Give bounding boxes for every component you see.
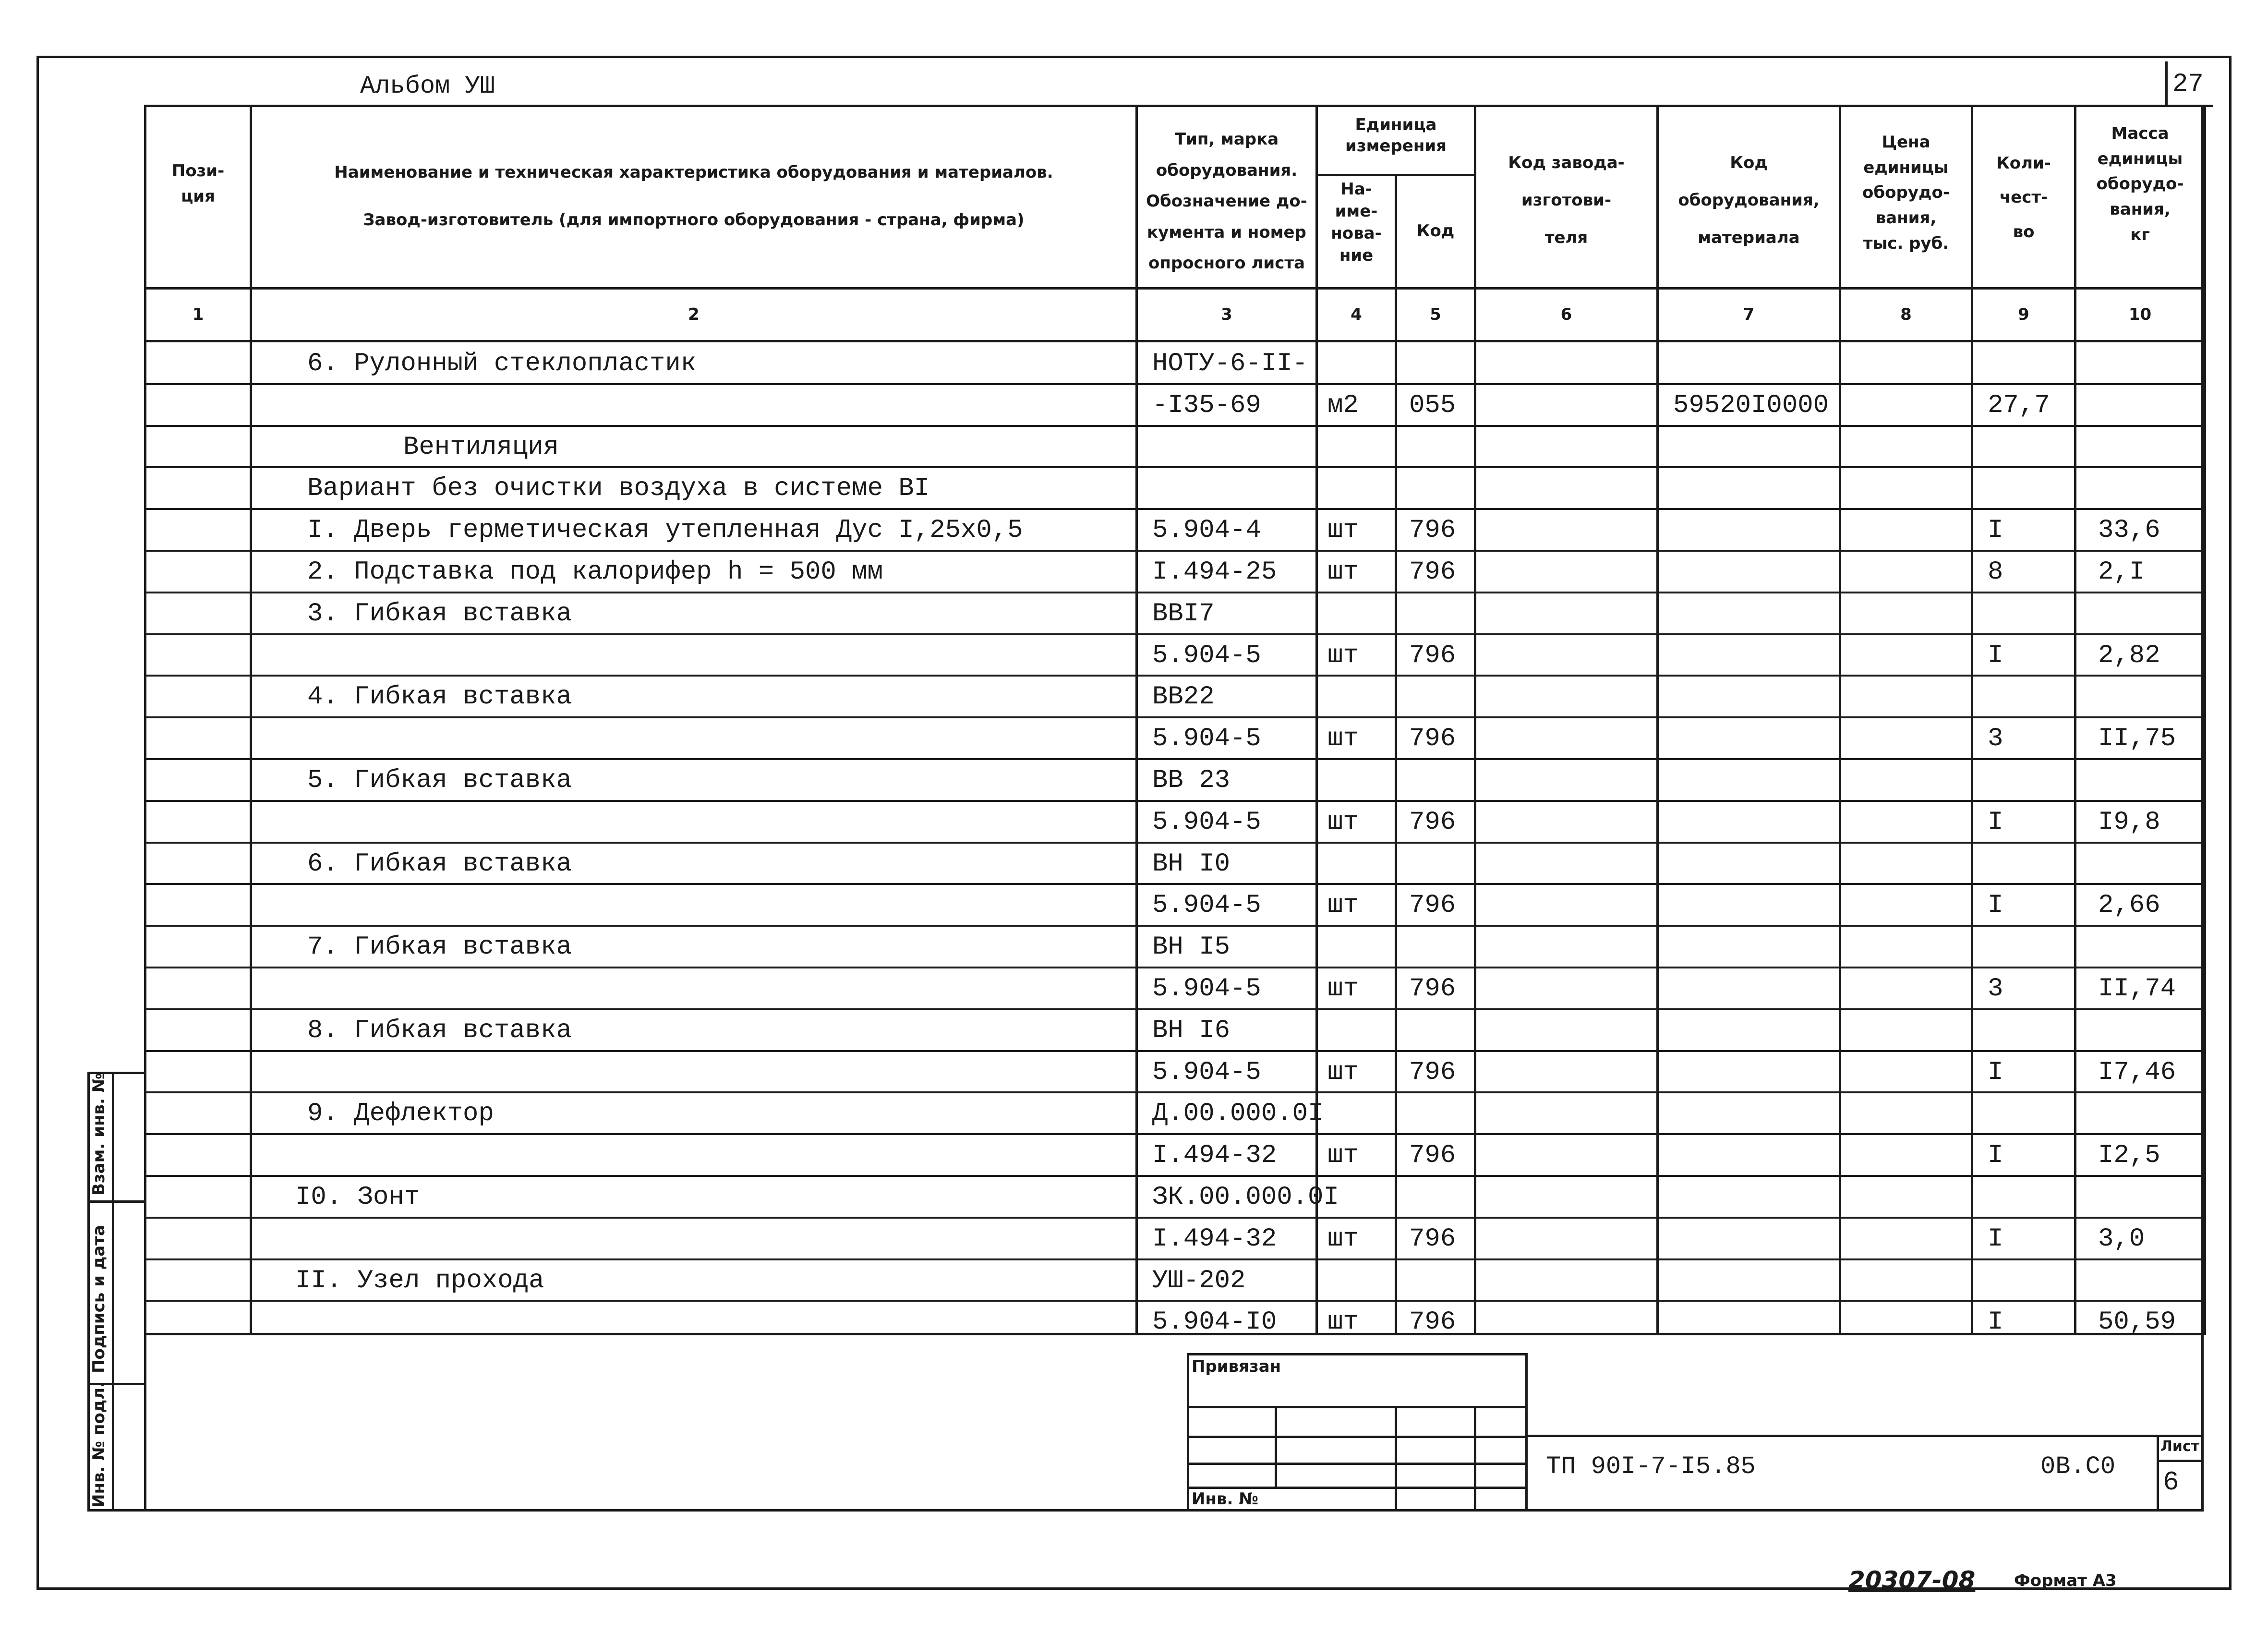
row-separator	[144, 1091, 2204, 1093]
colnum-2: 2	[688, 305, 700, 324]
row-quantity: I	[1988, 1307, 2003, 1337]
header-type: Тип, марка оборудования. Обозначение до- кумента и номер опросного листа	[1146, 130, 1307, 273]
row-mass: I7,46	[2098, 1057, 2176, 1087]
row-mass: 50,59	[2098, 1307, 2176, 1337]
row-quantity: I	[1988, 516, 2003, 545]
row-separator	[144, 592, 2204, 593]
row-type: I.494-25	[1152, 557, 1277, 587]
row-quantity: I	[1988, 807, 2003, 837]
row-type: 5.904-4	[1152, 516, 1261, 545]
row-type: BB22	[1152, 682, 1215, 712]
row-name: I. Дверь герметическая утепленная Дус I,25x0,5	[307, 516, 1023, 545]
row-type: 5.904-5	[1152, 891, 1261, 920]
row-name: Вентиляция	[403, 432, 559, 462]
row-quantity: 3	[1988, 724, 2003, 754]
row-unit-code: 796	[1409, 807, 1456, 837]
header-position: Пози- ция	[171, 161, 225, 206]
row-name: 6. Гибкая вставка	[307, 849, 572, 879]
row-quantity: 8	[1988, 557, 2003, 587]
colnum-8: 8	[1900, 305, 1912, 324]
header-factory-code: Код завода- изготови- теля	[1508, 153, 1625, 248]
row-name: 5. Гибкая вставка	[307, 766, 572, 795]
row-unit-code: 796	[1409, 724, 1456, 754]
row-unit: шт	[1327, 807, 1359, 837]
row-separator	[144, 550, 2204, 552]
row-quantity: I	[1988, 1057, 2003, 1087]
row-type: НОТУ-6-II-	[1152, 349, 1308, 378]
row-mass: 2,66	[2098, 891, 2160, 920]
colnum-bottom-line	[144, 340, 2204, 342]
row-separator	[144, 1050, 2204, 1052]
row-name: 4. Гибкая вставка	[307, 682, 572, 712]
row-equipment-code: 59520I0000	[1673, 390, 1829, 420]
row-separator	[144, 842, 2204, 844]
row-mass: II,75	[2098, 724, 2176, 754]
row-unit: шт	[1327, 516, 1359, 545]
row-unit: шт	[1327, 724, 1359, 754]
row-unit: шт	[1327, 974, 1359, 1004]
row-unit-code: 796	[1409, 1141, 1456, 1171]
row-quantity: 3	[1988, 974, 2003, 1004]
row-unit: шт	[1327, 891, 1359, 920]
row-type: BB 23	[1152, 766, 1231, 795]
colnum-10: 10	[2128, 305, 2152, 324]
row-name: 3. Гибкая вставка	[307, 599, 572, 629]
header-quantity: Коли- чест- во	[1996, 154, 2051, 242]
document-mark: 0В.С0	[2040, 1452, 2116, 1481]
colnum-6: 6	[1560, 305, 1572, 324]
colnum-7: 7	[1743, 305, 1755, 324]
row-name: II. Узел прохода	[295, 1266, 544, 1295]
row-name: 8. Гибкая вставка	[307, 1016, 572, 1045]
row-type: I.494-32	[1152, 1224, 1277, 1254]
row-mass: I2,5	[2098, 1141, 2160, 1171]
row-separator	[144, 800, 2204, 802]
colnum-5: 5	[1430, 305, 1441, 324]
row-type: 5.904-5	[1152, 724, 1261, 754]
row-name: I0. Зонт	[295, 1183, 420, 1212]
row-type: ЗК.00.000.0I	[1152, 1183, 1339, 1212]
row-type: 5.904-I0	[1152, 1307, 1277, 1337]
row-name: 9. Дефлектор	[307, 1099, 494, 1129]
row-type: I.494-32	[1152, 1141, 1277, 1171]
stamp-signature-date: Подпись и дата	[89, 1225, 109, 1373]
row-unit-code: 796	[1409, 557, 1456, 587]
attached-label: Привязан	[1192, 1357, 1281, 1376]
row-quantity: I	[1988, 1141, 2003, 1171]
row-separator	[144, 466, 2204, 468]
row-name: 7. Гибкая вставка	[307, 932, 572, 962]
row-type: 5.904-5	[1152, 974, 1261, 1004]
row-unit: шт	[1327, 1057, 1359, 1087]
stamp-replacement-inv: Взам. инв. №	[89, 1073, 109, 1196]
row-separator	[144, 925, 2204, 927]
row-type: BH I5	[1152, 932, 1231, 962]
page-number: 27	[2172, 70, 2204, 99]
row-unit-code: 796	[1409, 1057, 1456, 1087]
header-unit-name: На- име- нова- ние	[1331, 180, 1382, 265]
colnum-9: 9	[2018, 305, 2029, 324]
row-separator	[144, 1008, 2204, 1010]
row-name: 6. Рулонный стеклопластик	[307, 349, 697, 378]
sheet-number: 6	[2163, 1467, 2179, 1498]
header-equipment-code: Код оборудования, материала	[1678, 153, 1820, 248]
row-separator	[144, 1217, 2204, 1219]
row-mass: 3,0	[2098, 1224, 2145, 1254]
row-type: BH I0	[1152, 849, 1231, 879]
row-unit: шт	[1327, 557, 1359, 587]
row-separator	[144, 633, 2204, 635]
archive-number: 20307-08	[1848, 1566, 1976, 1594]
row-unit: шт	[1327, 1307, 1359, 1337]
row-separator	[144, 1175, 2204, 1177]
row-quantity: 27,7	[1988, 390, 2050, 420]
header-unit: Единица измерения	[1345, 115, 1447, 156]
row-type: BBI7	[1152, 599, 1215, 629]
paper-format: Формат А3	[2014, 1571, 2117, 1590]
row-separator	[144, 1258, 2204, 1260]
sheet-label: Лист	[2160, 1438, 2200, 1455]
row-type: 5.904-5	[1152, 641, 1261, 670]
album-title: Альбом УШ	[360, 72, 495, 100]
row-separator	[144, 425, 2204, 427]
row-type: УШ-202	[1152, 1266, 1246, 1295]
row-unit-code: 796	[1409, 891, 1456, 920]
document-code: ТП 90I-7-I5.85	[1546, 1452, 1756, 1481]
row-separator	[144, 1133, 2204, 1135]
row-quantity: I	[1988, 891, 2003, 920]
colnum-4: 4	[1351, 305, 1362, 324]
row-mass: 2,I	[2098, 557, 2145, 587]
row-quantity: I	[1988, 1224, 2003, 1254]
header-name: Наименование и техническая характеристика оборудования и материалов. Завод-изготовитель (для импортного оборудования - страна, фирма)	[334, 163, 1053, 230]
row-mass: 2,82	[2098, 641, 2160, 670]
row-separator	[144, 967, 2204, 968]
row-type: Д.00.000.0I	[1152, 1099, 1324, 1129]
row-separator	[144, 883, 2204, 885]
row-separator	[144, 675, 2204, 677]
row-type: -I35-69	[1152, 390, 1261, 420]
row-unit-code: 055	[1409, 390, 1456, 420]
row-unit: шт	[1327, 641, 1359, 670]
row-unit-code: 796	[1409, 1307, 1456, 1337]
row-unit: шт	[1327, 1141, 1359, 1171]
row-type: 5.904-5	[1152, 807, 1261, 837]
row-unit-code: 796	[1409, 516, 1456, 545]
row-separator	[144, 758, 2204, 760]
header-price: Цена единицы оборудо- вания, тыс. руб.	[1862, 133, 1950, 253]
row-separator	[144, 1300, 2204, 1302]
row-unit-code: 796	[1409, 974, 1456, 1004]
row-name: Вариант без очистки воздуха в системе BI	[307, 474, 930, 504]
row-mass: I9,8	[2098, 807, 2160, 837]
row-name: 2. Подставка под калорифер h = 500 мм	[307, 557, 883, 587]
row-type: 5.904-5	[1152, 1057, 1261, 1087]
inv-label: Инв. №	[1192, 1489, 1259, 1509]
row-separator	[144, 383, 2204, 385]
row-mass: II,74	[2098, 974, 2176, 1004]
colnum-1: 1	[192, 305, 204, 324]
row-unit: м2	[1327, 390, 1359, 420]
row-unit-code: 796	[1409, 1224, 1456, 1254]
header-mass: Масса единицы оборудо- вания, кг	[2096, 124, 2184, 244]
row-separator	[144, 508, 2204, 510]
row-quantity: I	[1988, 641, 2003, 670]
row-mass: 33,6	[2098, 516, 2160, 545]
stamp-original-inv: Инв. № подл.	[89, 1381, 109, 1508]
row-type: BH I6	[1152, 1016, 1231, 1045]
header-bottom-line	[144, 287, 2204, 290]
row-separator	[144, 716, 2204, 718]
header-unit-code: Код	[1416, 221, 1455, 241]
row-unit-code: 796	[1409, 641, 1456, 670]
colnum-3: 3	[1221, 305, 1232, 324]
row-unit: шт	[1327, 1224, 1359, 1254]
